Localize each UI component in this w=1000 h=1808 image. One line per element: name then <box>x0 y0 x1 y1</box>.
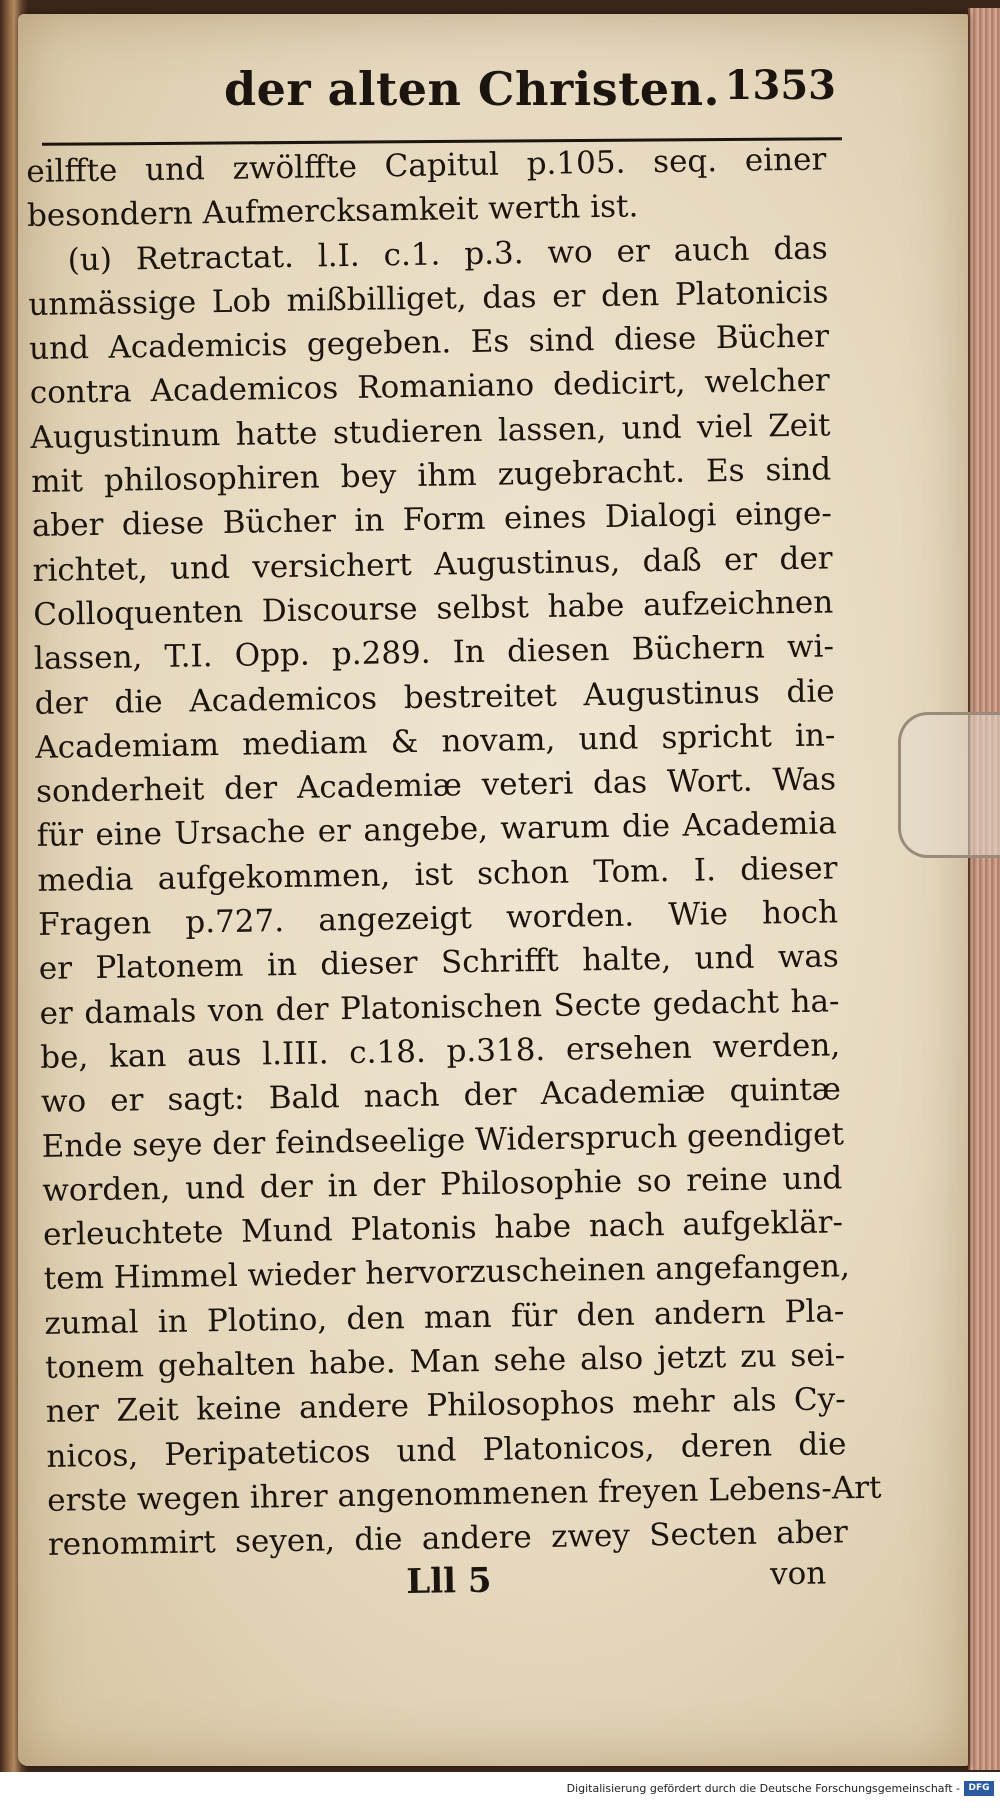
text-line: richtet, und versichert Augustinus, daß er der <box>32 540 833 589</box>
page-number: 1353 <box>724 62 836 109</box>
text-line: tem Himmel wieder hervorzuscheinen angefangen, <box>43 1248 851 1298</box>
text-line: für eine Ursache er angebe, warum die Academia <box>36 805 837 855</box>
text-line: er Platonem in dieser Schrifft halte, und was <box>38 938 840 988</box>
text-line: ner Zeit keine andere Philosophos mehr als Cy- <box>45 1381 847 1431</box>
text-line: lassen, T.I. Opp. p.289. In diesen Büchern wi- <box>33 628 835 678</box>
text-line: zumal in Plotino, den man für den andern Pla- <box>44 1293 845 1342</box>
text-line: erleuchtete Mund Platonis habe nach aufgeklär- <box>42 1204 844 1253</box>
signature-mark: Lll 5 <box>405 1560 492 1602</box>
body-text <box>26 137 882 1567</box>
credit-text: Digitalisierung gefördert durch die Deutsche Forschungsgemeinschaft - <box>566 1782 960 1795</box>
text-line: sonderheit der Academiæ veteri das Wort. Was <box>35 761 837 811</box>
running-title: der alten Christen. <box>224 62 721 116</box>
text-line: tonem gehalten habe. Man sehe also jetzt zu sei- <box>44 1337 846 1386</box>
page-header <box>26 58 836 132</box>
text-line: Ende seye der feindseelige Widerspruch geendiget <box>41 1115 845 1165</box>
text-line: der die Academicos bestreitet Augustinus die <box>34 672 835 722</box>
text-line: renommirt seyen, die andere zwey Secten aber <box>47 1514 849 1564</box>
text-line: Academiam mediam & novam, und spricht in- <box>35 717 836 766</box>
page-footer <box>26 1555 827 1628</box>
text-line: be, kan aus l.III. c.18. p.318. ersehen werden, <box>39 1027 841 1076</box>
book-fore-edge <box>968 8 1000 1770</box>
text-line: media aufgekommen, ist schon Tom. I. dieser <box>37 850 838 899</box>
page-text-area <box>26 58 882 1610</box>
catchword: von <box>769 1554 827 1592</box>
text-line: (u) Retractat. l.I. c.1. p.3. wo er auch das <box>67 230 828 278</box>
text-line: wo er sagt: Bald nach der Academiæ quintæ <box>40 1071 842 1121</box>
page-tab-marker <box>898 712 1000 858</box>
text-line: er damals von der Platonischen Secte gedacht ha- <box>39 982 840 1032</box>
digitization-credit-bar <box>0 1772 1000 1808</box>
text-line: mit philosophiren bey ihm zugebracht. Es sind <box>30 451 832 501</box>
text-line: unmässige Lob mißbilliget, das er den Platonicis <box>28 274 829 323</box>
text-line: worden, und der in der Philosophie so reine und <box>42 1160 843 1209</box>
dfg-logo: DFG <box>964 1781 994 1796</box>
text-line: contra Academicos Romaniano dedicirt, welcher <box>29 362 831 412</box>
text-line: erste wegen ihrer angenommenen freyen Lebens-Art <box>46 1469 882 1519</box>
text-line: nicos, Peripateticos und Platonicos, deren die <box>46 1425 847 1475</box>
text-line: Fragen p.727. angezeigt worden. Wie hoch <box>37 894 839 943</box>
text-line: aber diese Bücher in Form eines Dialogi einge- <box>31 495 833 545</box>
text-line: eilffte und zwölffte Capitul p.105. seq. einer <box>26 141 827 190</box>
text-line: besondern Aufmercksamkeit werth ist. <box>26 188 639 235</box>
text-line: Augustinum hatte studieren lassen, und viel Zeit <box>30 407 831 456</box>
text-line: und Academicis gegeben. Es sind diese Bücher <box>28 318 830 368</box>
text-line: Colloquenten Discourse selbst habe aufzeichnen <box>33 584 834 633</box>
